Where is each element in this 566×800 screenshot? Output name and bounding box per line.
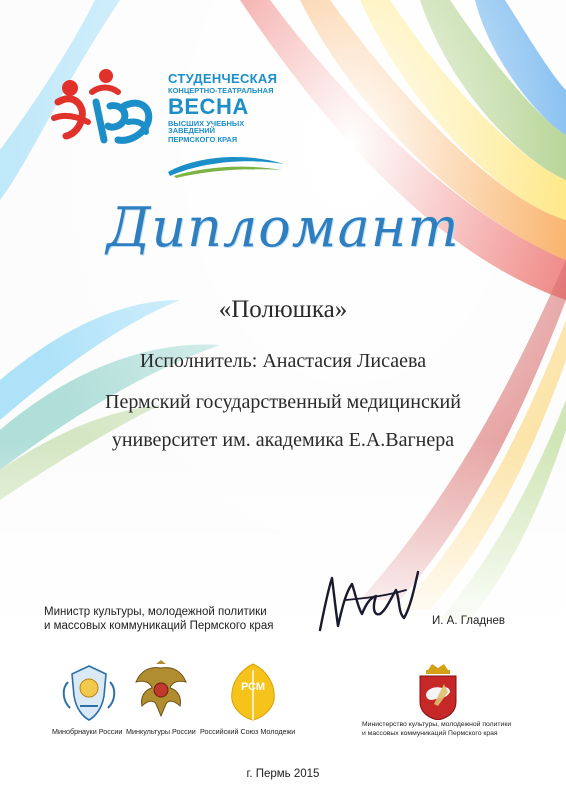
logo-swoosh-icon (166, 152, 286, 178)
logo-line-5: ПЕРМСКОГО КРАЯ (168, 134, 238, 144)
event-logo-text (168, 72, 288, 143)
ministry-education-emblem-icon (54, 660, 124, 724)
signatory-position-line-2: и массовых коммуникаций Пермского края (44, 620, 274, 632)
perm-krai-coat-of-arms-icon (414, 664, 462, 720)
diploma-title: Дипломант (106, 196, 460, 259)
signatory-name: И. А. Гладнев (432, 615, 505, 627)
logo-line-4: ВЫСШИХ УЧЕБНЫХ ЗАВЕДЕНИЙ (168, 118, 245, 135)
logo-line-1: СТУДЕНЧЕСКАЯ (168, 71, 278, 86)
city-year: г. Пермь 2015 (246, 768, 320, 780)
performer-line: Исполнитель: Анастасия Лисаева (139, 350, 427, 372)
logo-line-2: КОНЦЕРТНО-ТЕАТРАЛЬНАЯ (168, 86, 274, 95)
rsm-logo-text: РСМ (240, 681, 266, 693)
org-label-regional-ministry (362, 721, 526, 738)
org-label-rsm: Российский Союз Молодежи (200, 727, 296, 736)
handwritten-signature (306, 560, 428, 638)
institution-line-2: университет им. академика Е.А.Вагнера (111, 429, 455, 451)
regional-ministry-line-2: и массовых коммуникаций Пермского края (362, 729, 498, 737)
work-title: «Полюшка» (218, 296, 348, 323)
signatory-position-line-1: Министр культуры, молодежной политики (44, 606, 267, 618)
org-label-culture: Минкультуры России (126, 727, 196, 736)
ministry-culture-emblem-icon (126, 658, 196, 722)
signatory-position (44, 605, 314, 633)
org-label-education: Минобрнауки России (52, 727, 123, 736)
institution-line-1: Пермский государственный медицинский (105, 391, 461, 413)
event-logo-mark-icon (48, 62, 160, 152)
regional-ministry-line-1: Министерство культуры, молодежной политики (362, 721, 512, 728)
logo-line-3: ВЕСНА (168, 93, 249, 119)
rsm-leaf-logo-icon (218, 660, 288, 724)
